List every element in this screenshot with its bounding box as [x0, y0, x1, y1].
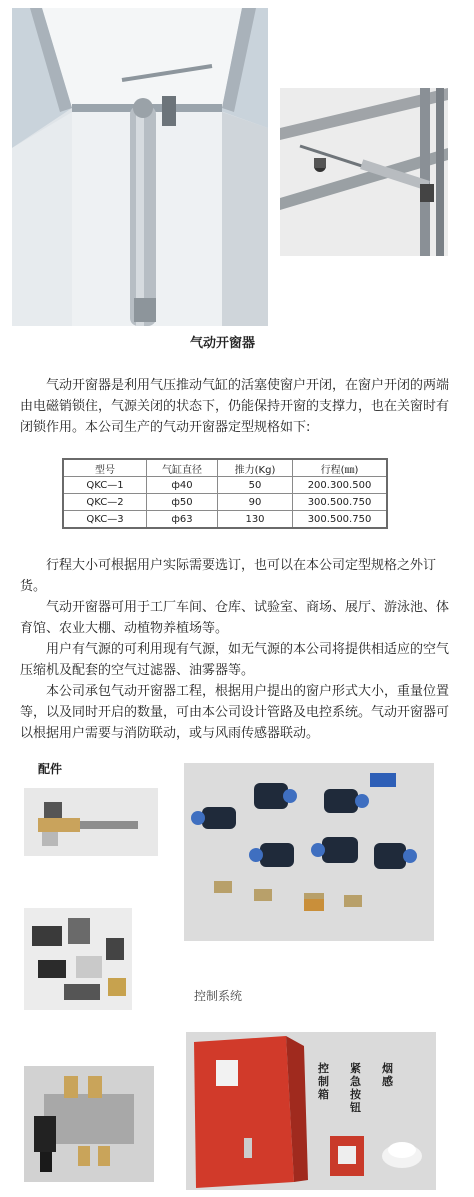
paragraph-applications: 气动开窗器可用于工厂车间、仓库、试验室、商场、展厅、游泳池、体育馆、农业大棚、动植物养植场等。 [20, 600, 450, 636]
paragraph-air-source: 用户有气源的可利用现有气源，如无气源的本公司将提供相适应的空气压缩机及配套的空气过滤器、油雾器等。 [20, 642, 450, 678]
cell-stroke: 200.300.500 [293, 477, 388, 494]
valves-photo [24, 908, 132, 1010]
cell-model: QKC—2 [63, 494, 147, 511]
panel-label-text: 紧急按钮 [350, 1062, 361, 1114]
window-opener-photo [12, 8, 268, 326]
cell-model: QKC—1 [63, 477, 147, 494]
header-model: 型号 [63, 459, 147, 477]
table-row [63, 477, 387, 494]
table-row [63, 494, 387, 511]
panel-label-emergency-button [350, 1062, 363, 1114]
paragraph-engineering: 本公司承包气动开窗器工程，根据用户提出的窗户形式大小，重量位置等，以及同时开启的数量，可由本公司设计管路及电控系统。气动开窗器可以根据用户需要与消防联动，或与风雨传感器联动。 [20, 684, 450, 741]
spec-table [62, 458, 388, 529]
manifold-valve-photo [24, 1066, 154, 1182]
cell-diameter: ф50 [147, 494, 218, 511]
table-row [63, 511, 387, 529]
cell-diameter: ф63 [147, 511, 218, 529]
accessories-label: 配件 [38, 762, 63, 776]
cylinder-detail-photo [280, 88, 448, 256]
cell-model: QKC—3 [63, 511, 147, 529]
control-system-label: 控制系统 [194, 989, 243, 1003]
control-cabinet-photo [186, 1032, 436, 1190]
cell-thrust: 90 [218, 494, 293, 511]
header-diameter: 气缸直径 [147, 459, 218, 477]
accessory-photo-1 [24, 788, 158, 856]
intro-paragraph: 气动开窗器是利用气压推动气缸的活塞使窗户开闭，在窗户开闭的两端由电磁销锁住，气源关闭的状态下，仍能保持开窗的支撑力，也在关窗时有闭锁作用。本公司生产的气动开窗器定型规格如下: [20, 378, 450, 435]
panel-label-smoke-detector [382, 1062, 395, 1088]
cell-stroke: 300.500.750 [293, 511, 388, 529]
product-title: 气动开窗器 [190, 336, 256, 351]
cell-diameter: ф40 [147, 477, 218, 494]
cell-stroke: 300.500.750 [293, 494, 388, 511]
panel-label-text: 烟感 [382, 1062, 393, 1088]
header-thrust: 推力(Kg) [218, 459, 293, 477]
panel-label-text: 控制箱 [318, 1062, 329, 1101]
header-stroke: 行程(㎜) [293, 459, 388, 477]
panel-label-control-box [318, 1062, 331, 1101]
paragraph-stroke: 行程大小可根据用户实际需要选订，也可以在本公司定型规格之外订货。 [20, 558, 437, 594]
cell-thrust: 130 [218, 511, 293, 529]
cell-thrust: 50 [218, 477, 293, 494]
fittings-photo [184, 763, 434, 941]
spec-table-header [63, 459, 387, 477]
